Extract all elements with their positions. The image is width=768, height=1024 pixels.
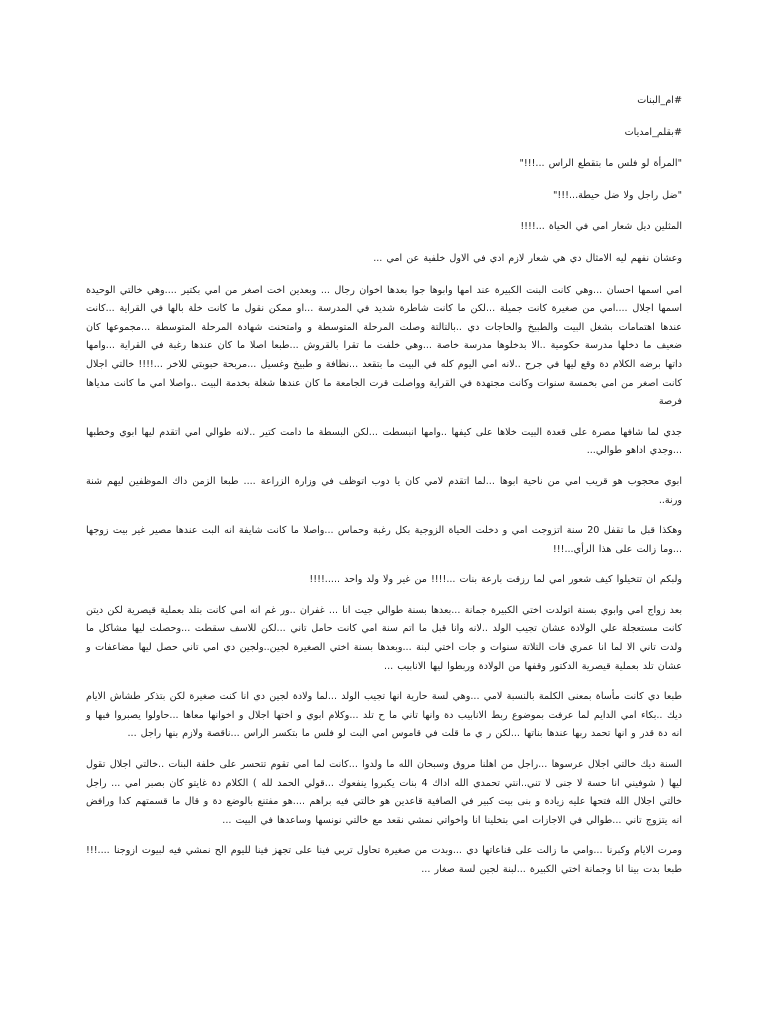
proverb-1: "المرأة لو فلس ما بتقطع الراس ...!!!"	[519, 158, 682, 170]
proverbs-note: المثلين ديل شعار امي في الحياة ...!!!!	[520, 221, 682, 233]
paragraph-aunt: السنة ديك خالتي اجلال عرسوها ...راجل من اهلنا مروق وسبحان الله ما ولدوا ...كانت لما امي تقوم تتحسر على خلفة البنات ..خالتي اجلال تقول ليها ( شوفيني انا حسة لا جنى لا تني..انتي تحمدي الله اداك 4 بنات يكبروا ينفعوك ...قولي الحمد لله ) الكلام دة غايتو كان بصبر امي ... راجل خالتي اجلال الله فتحها عليه زيادة و بنى بيت كبير في الصافية قاعدين هو خالتي فيه براهم ....هو مفتنع بالوضع دة و قال ما قسمتهم كدا ورافض انه يتزوج تاني ...طوالي في الاجازات امي بتخلينا انا واخواتي نمشي نقعد مع خالتي نونسها وساعدها في البيت ...	[86, 759, 682, 826]
paragraph-father: ابوي محجوب هو قريب امي من ناحية ابوها ...لما اتقدم لامي كان يا دوب اتوظف في وزارة الزراعة .... طبعا الزمن داك الموظفين ليهم شنة ورنة..	[86, 475, 682, 506]
paragraph-marriage: وهكذا قبل ما تقفل 20 سنة اتزوجت امي و دخلت الحياة الزوجية بكل رغبة وحماس ...واصلا ما كانت شايفة انه البت عندها مصير غير بيت زوجها ...وما زالت على هذا الرأي...!!!	[86, 525, 682, 555]
paragraph-growing-up: ومرت الايام وكبرنا ...وامي ما زالت على قناعاتها دي ...وبدت من صغيرة تحاول تربي فينا على تجهز فينا لليوم الح نمشي فيه لبيوت ازوجنا ....!!! طبعا بدت بينا انا وجمانة اختي الكبيرة ...لبنة لجين لسة صغار ...	[86, 845, 682, 875]
hashtag-line-1: #ام_البنات	[637, 95, 682, 106]
paragraph-grandfather: جدي لما شافها مصرة على قعدة البيت خلاها على كيفها ..وامها انبسطت ...لكن البسطة ما دامت كتير ..لانه طوالي امي اتقدم ليها ابوي وخطبها ...وجدي اداهو طوالي...	[86, 426, 682, 457]
intro-line: وعشان نفهم ليه الامثال دي هي شعار لازم ادي في الاول خلفية عن امي ...	[373, 252, 682, 264]
paragraph-mother: امي اسمها احسان ...وهي كانت البنت الكبيرة عند امها وابوها جوا بعدها اخوان رجال ... وبعدين اخت اصغر من امي بكتير ....وهي خالتي الوحيدة اسمها اجلال ....امي من صغيرة كانت جميلة ...لكن ما كانت شاطرة شديد في المدرسة ...او ممكن نقول ما كانت خلة بالها في القراية ...كانت عندها اهتمامات بشغل البيت والطبيخ والحاجات دي ..بالتالتة وصلت المرحلة المتوسطة و وامتحنت شهادة المرحلة المتوسطة ...مجموعها كان ضعيف ما دخلها مدرسة حكومية ..الا بدخلوها مدرسة خاصة ...وهي خلفت ما تقرا بالقروش ...طبعا اصلا ما كان عندها رغبة في القراية ...وامها داتها برضه الكلام دة وقع ليها في جرح ..لانه امي اليوم كله في البيت ما بتقعد ...نظافة و طبيخ وغسيل ...مربحة حبوبتي للاخر ...!!!! خالتي اجلال كانت اصغر من امي بخمسة سنوات وكانت مجتهدة في القراية وواصلت قرت الجامعة ما كان عندها شغلة بخدمة البيت ..واصلا امي ما كانت مدياها فرصة	[86, 284, 682, 408]
paragraph-tragedy: طبعا دي كانت مأساة بمعنى الكلمة بالنسبة لامي ...وهي لسة حارية انها تجيب الولد ...لما ولادة لجين دي انا كنت صغيرة لكن بتذكر طشاش الايام ديك ..بكاء امي الدايم لما عرفت بموضوع ربط الانابيب دة وانها تاني ما ح تلد ...وكلام ابوي و اختها اجلال و اخوانها معاها ...حاولوا يصبروا فيها و انه دة قدر و انها تحمد ربها عندها بناتها ...لكن ر ي ما قلت في قاموس امي البت لو فلس ما بتكسر الراس ...ناقصة ولازم بنها راجل ...	[86, 691, 682, 740]
hashtag-line-2: #بقلم_امديات	[624, 126, 682, 138]
paragraph-daughters: ولبكم ان تتخيلوا كيف شعور امي لما رزقت بارعة بنات ...!!!! من غير ولا ولد واحد .....!!!!	[309, 574, 682, 586]
paragraph-births: بعد زواج امي وابوي بسنة اتولدت اختي الكبيرة جمانة ...بعدها بسنة طوالي جيت انا ... غفران ..ور غم انه امي كانت بتلد بعملية قيصرية لكن ديتن كانت مستعجلة علي الولادة عشان تجيب الولد ..لانه وانا قبل ما اتم سنة امي كانت حامل تاني ...لكن للاسف سقطت ...وحصلت ليها مشاكل ما ولدت تاني الا لما انا عمري فات التلاتة سنوات و جات اختي لبنة ...وبعدها بسنة اختي الصغيرة لجين..ولجين دي امي تاني حصل ليها مضاعفات و عشان تلد بعملية قيصرية الدكتور وقفها من الولادة وربطوا ليها الانابيب ...	[86, 604, 682, 672]
proverb-2: "ضل راجل ولا ضل حيطة...!!!"	[553, 189, 682, 201]
